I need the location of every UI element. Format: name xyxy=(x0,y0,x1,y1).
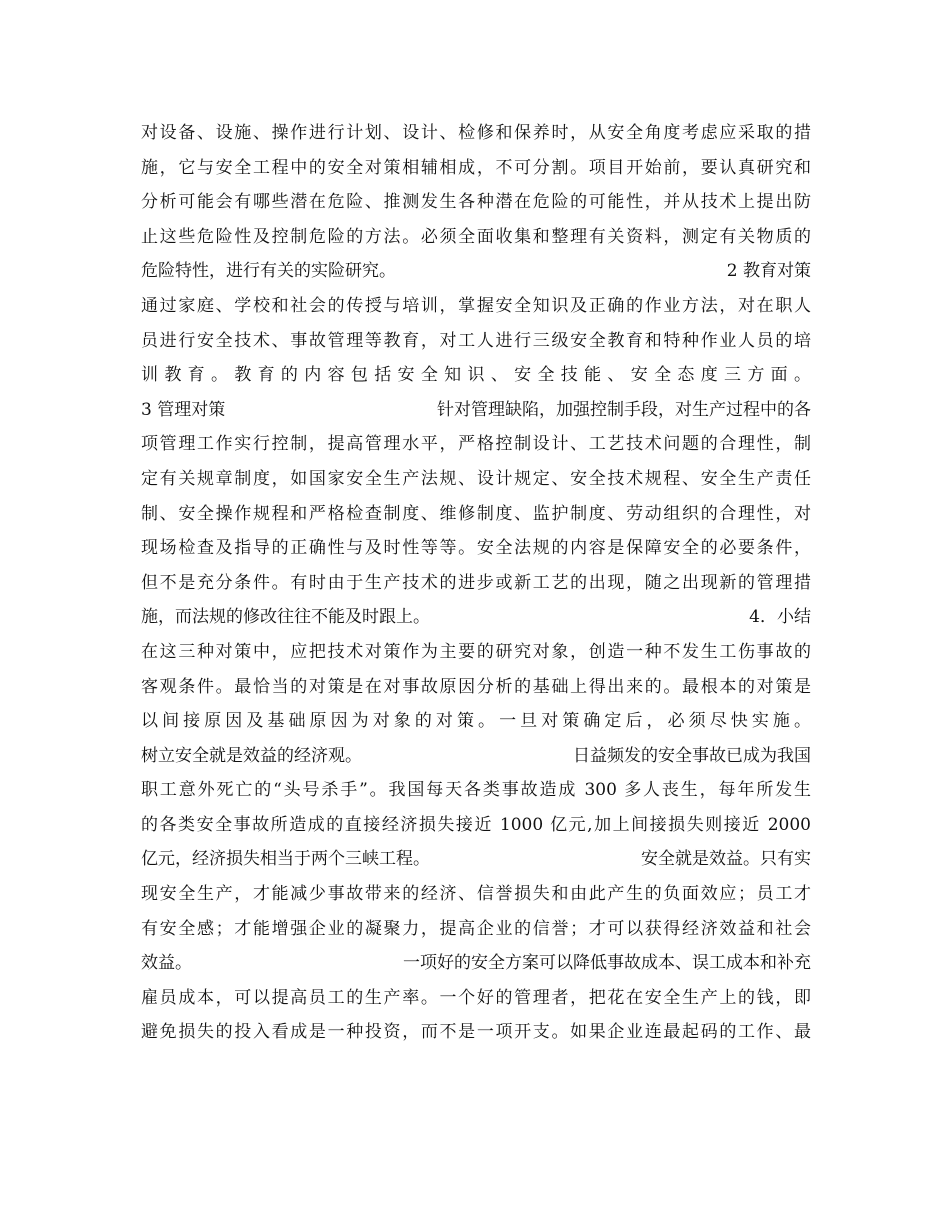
text-line: 制、安全操作规程和严格检查制度、维修制度、监护制度、劳动组织的合理性，对 xyxy=(141,503,811,524)
text-line xyxy=(141,842,811,877)
text-line: 客观条件。最恰当的对策是在对事故原因分析的基础上得出来的。最根本的对策是 xyxy=(141,676,811,697)
text-line: 以间接原因及基础原因为对象的对策。一旦对策确定后，必须尽快实施。 xyxy=(141,711,811,732)
text-line: 项管理工作实行控制，提高管理水平，严格控制设计、工艺技术问题的合理性，制 xyxy=(141,434,811,455)
text-line: 在这三种对策中，应把技术对策作为主要的研究对象，创造一种不发生工伤事故的 xyxy=(141,641,811,662)
text-line xyxy=(141,946,811,981)
text-line: 止这些危险性及控制危险的方法。必须全面收集和整理有关资料，测定有关物质的 xyxy=(141,226,811,247)
text-line: 职工意外死亡的“头号杀手”。我国每天各类事故造成 300 多人丧生，每年所发生 xyxy=(141,780,811,801)
text-line xyxy=(141,739,811,774)
text-line: 现场检查及指导的正确性与及时性等等。安全法规的内容是保障安全的必要条件， xyxy=(141,538,811,559)
body-text xyxy=(141,116,811,1050)
text-line: 通过家庭、学校和社会的传授与培训，掌握安全知识及正确的作业方法，对在职人 xyxy=(141,295,811,316)
line-segment-right: 安全就是效益。只有实 xyxy=(641,849,811,870)
line-segment-right: 4．小结 xyxy=(749,607,811,628)
text-line: 雇员成本，可以提高员工的生产率。一个好的管理者，把花在安全生产上的钱，即 xyxy=(141,987,811,1008)
line-segment-left: 亿元，经济损失相当于两个三峡工程。 xyxy=(141,849,430,870)
line-segment-right: 日益频发的安全事故已成为我国 xyxy=(573,745,811,766)
text-line xyxy=(141,393,811,428)
text-line: 对设备、设施、操作进行计划、设计、检修和保养时，从安全角度考虑应采取的措 xyxy=(141,123,811,143)
text-line: 避免损失的投入看成是一种投资，而不是一项开支。如果企业连最起码的工作、最 xyxy=(141,1022,811,1043)
text-line: 训教育。教育的内容包括安全知识、安全技能、安全态度三方面。 xyxy=(141,365,811,386)
text-line: 施，它与安全工程中的安全对策相辅相成，不可分割。项目开始前，要认真研究和 xyxy=(141,157,811,178)
text-line xyxy=(141,254,811,289)
text-line: 的各类安全事故所造成的直接经济损失接近 1000 亿元,加上间接损失则接近 2000 xyxy=(141,814,811,835)
line-segment-left: 危险特性，进行有关的实险研究。 xyxy=(141,261,396,282)
text-line xyxy=(141,600,811,635)
text-line: 分析可能会有哪些潜在危险、推测发生各种潜在危险的可能性，并从技术上提出防 xyxy=(141,192,811,213)
line-segment-right: 一项好的安全方案可以降低事故成本、误工成本和补充 xyxy=(403,953,811,974)
text-line: 现安全生产，才能减少事故带来的经济、信誉损失和由此产生的负面效应；员工才 xyxy=(141,884,811,905)
text-line: 定有关规章制度，如国家安全生产法规、设计规定、安全技术规程、安全生产责任 xyxy=(141,468,811,489)
line-segment-left: 效益。 xyxy=(141,953,192,974)
text-line: 有安全感；才能增强企业的凝聚力，提高企业的信誉；才可以获得经济效益和社会 xyxy=(141,918,811,939)
text-line: 员进行安全技术、事故管理等教育，对工人进行三级安全教育和特种作业人员的培 xyxy=(141,330,811,351)
line-segment-left: 3 管理对策 xyxy=(141,399,226,420)
line-segment-left: 树立安全就是效益的经济观。 xyxy=(141,745,362,766)
line-segment-left: 施，而法规的修改往往不能及时跟上。 xyxy=(141,607,430,628)
line-segment-right: 针对管理缺陷，加强控制手段，对生产过程中的各 xyxy=(437,399,811,420)
text-line: 但不是充分条件。有时由于生产技术的进步或新工艺的出现，随之出现新的管理措 xyxy=(141,572,811,593)
line-segment-right: 2 教育对策 xyxy=(726,261,811,282)
